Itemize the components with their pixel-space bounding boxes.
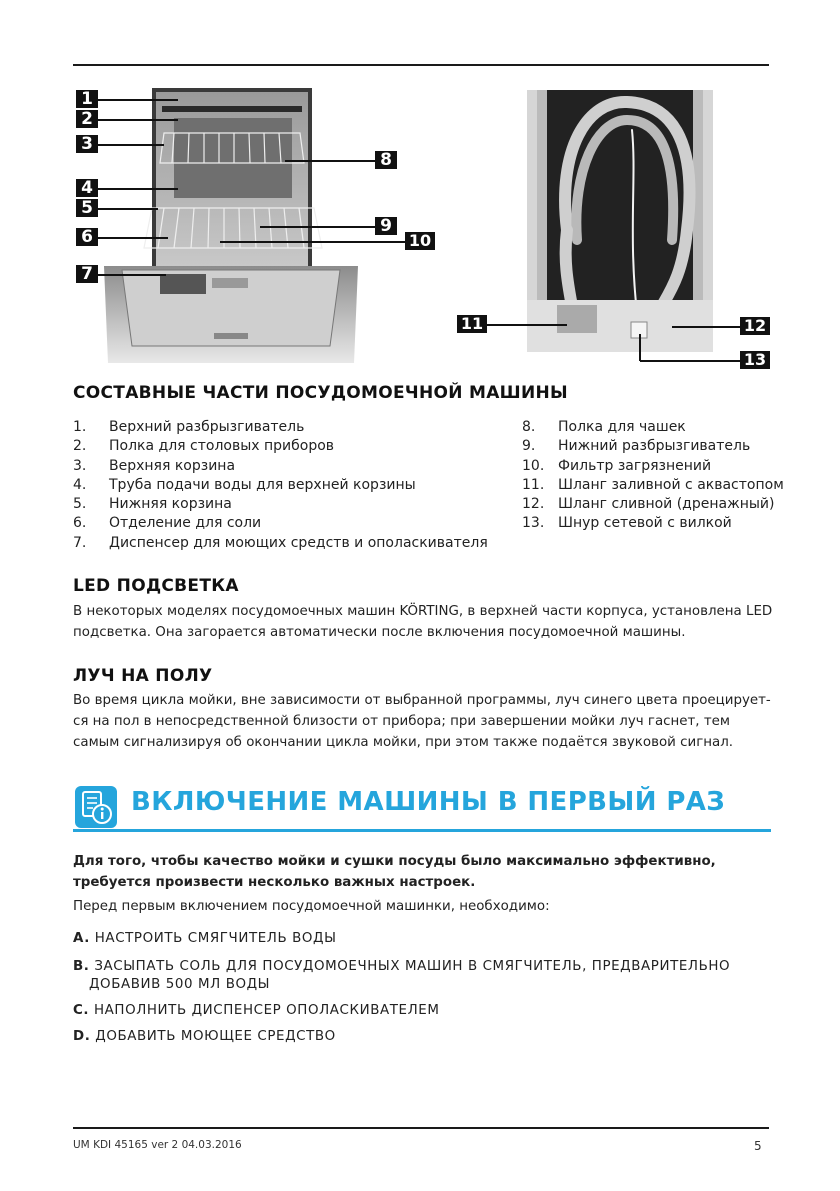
callout-4: 4 (76, 179, 98, 197)
banner-underline (73, 829, 771, 832)
parts-list-left (73, 418, 488, 553)
page-number: 5 (754, 1139, 762, 1153)
callout-9: 9 (375, 217, 397, 235)
leader-line-2 (98, 119, 178, 121)
item-label: Полка для столовых приборов (109, 438, 335, 455)
item-label: Диспенсер для моющих средств и ополаскивателя (109, 534, 488, 551)
list-item (522, 514, 784, 533)
step-item-continuation: ДОБАВИВ 500 МЛ ВОДЫ (89, 977, 271, 992)
leader-line-7 (98, 274, 166, 276)
section-title: ВКЛЮЧЕНИЕ МАШИНЫ В ПЕРВЫЙ РАЗ (131, 787, 726, 817)
list-item (522, 418, 784, 437)
step-letter: A. (73, 931, 90, 946)
leader-line-3 (98, 144, 164, 146)
item-number: 11. (522, 476, 545, 493)
floor-beam-heading: ЛУЧ НА ПОЛУ (73, 666, 213, 686)
list-item (522, 495, 784, 514)
footer-doc-id: UM KDI 45165 ver 2 04.03.2016 (73, 1139, 242, 1151)
item-number: 8. (522, 419, 536, 435)
item-number: 4. (73, 476, 87, 493)
leader-line-1 (98, 99, 178, 101)
step-item (73, 931, 337, 946)
leader-line-5 (98, 208, 158, 210)
intro-bold-paragraph: Для того, чтобы качество мойки и сушки посуды было максимально эффективно, требуется произвести несколько важных настроек. (73, 854, 716, 890)
item-number: 1. (73, 419, 87, 435)
step-item (73, 959, 730, 974)
item-label: Труба подачи воды для верхней корзины (109, 476, 416, 493)
callout-7: 7 (76, 265, 98, 283)
item-label: Верхний разбрызгиватель (109, 419, 305, 435)
callout-13: 13 (740, 351, 770, 369)
callout-3: 3 (76, 135, 98, 153)
callout-10: 10 (405, 232, 435, 250)
leader-line-11 (487, 324, 567, 326)
list-item (73, 534, 488, 553)
item-number: 7. (73, 534, 87, 551)
callout-2: 2 (76, 110, 98, 128)
led-heading: LED ПОДСВЕТКА (73, 576, 239, 596)
dishwasher-back-illustration (527, 90, 713, 352)
callout-6: 6 (76, 228, 98, 246)
leader-line-13 (640, 360, 740, 362)
step-text: НАПОЛНИТЬ ДИСПЕНСЕР ОПОЛАСКИВАТЕЛЕМ (93, 1003, 440, 1018)
list-item (73, 514, 488, 533)
callout-1: 1 (76, 90, 98, 108)
callout-5: 5 (76, 199, 98, 217)
list-item (73, 457, 488, 476)
step-text: НАСТРОИТЬ СМЯГЧИТЕЛЬ ВОДЫ (94, 931, 337, 946)
step-item (73, 1029, 336, 1044)
item-number: 5. (73, 496, 87, 513)
item-label: Шнур сетевой с вилкой (558, 515, 732, 532)
step-text: ДОБАВИТЬ МОЮЩЕЕ СРЕДСТВО (95, 1029, 336, 1044)
floor-beam-paragraph: Во время цикла мойки, вне зависимости от выбранной программы, луч синего цвета проецирует-ся на пол в непосредственной близости от прибора; при завершении мойки луч гаснет, тем самым сигнализируя об окончании цикла мойки, при этом также подаётся звуковой сигнал. (73, 693, 771, 750)
item-label: Шланг сливной (дренажный) (558, 496, 775, 513)
item-label: Нижний разбрызгиватель (558, 438, 751, 455)
callout-8: 8 (375, 151, 397, 169)
section-banner (73, 784, 773, 832)
item-number: 9. (522, 438, 536, 455)
item-number: 10. (522, 457, 545, 474)
document-info-icon (75, 786, 117, 828)
intro-paragraph: Перед первым включением посудомоечной машинки, необходимо: (73, 899, 550, 914)
item-number: 2. (73, 438, 87, 455)
list-item (73, 476, 488, 495)
step-letter: C. (73, 1003, 90, 1018)
leader-line-10 (220, 241, 405, 243)
leader-line-8 (285, 160, 375, 162)
list-item (73, 418, 488, 437)
step-item (73, 1003, 440, 1018)
top-rule (73, 64, 769, 66)
item-number: 13. (522, 515, 545, 532)
parts-list-right (522, 418, 784, 534)
item-label: Нижняя корзина (109, 496, 232, 513)
list-item (522, 457, 784, 476)
item-label: Полка для чашек (558, 419, 686, 435)
item-number: 3. (73, 457, 87, 474)
leader-line-9 (260, 226, 375, 228)
list-item (73, 495, 488, 514)
leader-line-6 (98, 237, 168, 239)
item-label: Шланг заливной с аквастопом (558, 476, 784, 493)
list-item (522, 476, 784, 495)
item-label: Фильтр загрязнений (558, 457, 712, 474)
parts-heading: СОСТАВНЫЕ ЧАСТИ ПОСУДОМОЕЧНОЙ МАШИНЫ (73, 383, 568, 403)
item-label: Верхняя корзина (109, 457, 236, 474)
step-text: ЗАСЫПАТЬ СОЛЬ ДЛЯ ПОСУДОМОЕЧНЫХ МАШИН В СМЯГЧИТЕЛЬ, ПРЕДВАРИТЕЛЬНО (94, 959, 731, 974)
led-paragraph: В некоторых моделях посудомоечных машин KÖRTING, в верхней части корпуса, установлена LED подсветка. Она загорается автоматически после включения посудомоечной машины. (73, 604, 773, 640)
step-letter: B. (73, 959, 90, 974)
bottom-rule (73, 1127, 769, 1129)
leader-line-13-vertical (639, 334, 641, 361)
item-number: 12. (522, 496, 545, 513)
callout-12: 12 (740, 317, 770, 335)
item-number: 6. (73, 515, 87, 532)
step-letter: D. (73, 1029, 91, 1044)
item-label: Отделение для соли (109, 515, 262, 532)
callout-11: 11 (457, 315, 487, 333)
leader-line-12 (672, 326, 740, 328)
list-item (522, 437, 784, 456)
leader-line-4 (98, 188, 178, 190)
list-item (73, 437, 488, 456)
